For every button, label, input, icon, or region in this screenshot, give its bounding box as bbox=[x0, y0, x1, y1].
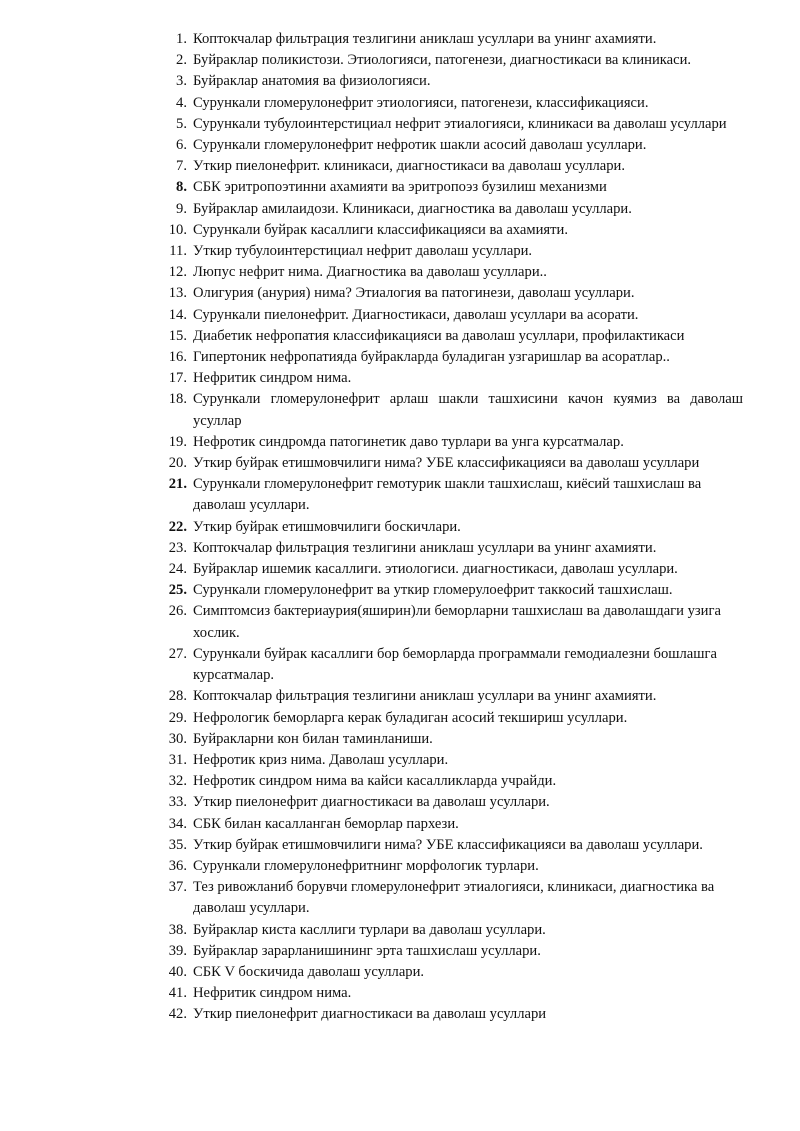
list-item bbox=[149, 347, 743, 368]
list-item bbox=[149, 686, 743, 707]
item-text: СБК билан касалланган беморлар пархези. bbox=[193, 815, 459, 832]
list-item bbox=[149, 729, 743, 750]
item-text: Коптокчалар фильтрация тезлигини аниклаш усуллари ва унинг ахамияти. bbox=[193, 31, 657, 47]
list-item bbox=[149, 114, 743, 135]
item-number: 33. bbox=[168, 794, 187, 811]
list-item bbox=[149, 305, 743, 326]
list-item bbox=[149, 601, 743, 643]
item-text: СБК эритропоэтинни ахамияти ва эритропоэз бузилиш механизми bbox=[193, 179, 607, 196]
list-item bbox=[149, 750, 743, 771]
item-number: 4. bbox=[176, 94, 187, 111]
item-text: Уткир буйрак етишмовчилиги нима? УБЕ классификацияси ва даволаш усуллари. bbox=[193, 836, 703, 853]
item-number: 17. bbox=[168, 370, 187, 387]
list-item bbox=[149, 283, 743, 304]
item-number: 5. bbox=[176, 115, 187, 132]
list-item bbox=[149, 50, 743, 71]
list-item bbox=[149, 262, 743, 283]
list-item bbox=[149, 580, 743, 601]
list-item bbox=[149, 920, 743, 941]
item-text: Гипертоник нефропатияда буйракларда буладиган узгаришлар ва асоратлар.. bbox=[193, 349, 670, 366]
item-text: Буйраклар поликистози. Этиологияси, патогенези, диагностикаси ва клиникаси. bbox=[193, 52, 692, 69]
list-item bbox=[149, 453, 743, 474]
item-text: Нефрологик беморларга керак буладиган асосий текшириш усуллари. bbox=[193, 709, 628, 726]
item-text: Сурункали пиелонефрит. Диагностикаси, даволаш усуллари ва асорати. bbox=[193, 306, 639, 323]
list-item bbox=[149, 538, 743, 559]
list-item bbox=[149, 368, 743, 389]
item-number: 16. bbox=[168, 349, 187, 366]
item-number: 27. bbox=[168, 645, 187, 662]
list-item bbox=[149, 1004, 743, 1025]
list-item bbox=[149, 241, 743, 262]
item-number: 36. bbox=[168, 857, 187, 874]
item-text: Уткир буйрак етишмовчилиги боскичлари. bbox=[193, 518, 461, 535]
list-item bbox=[149, 771, 743, 792]
list-item bbox=[149, 199, 743, 220]
item-number: 20. bbox=[168, 455, 187, 472]
question-list bbox=[149, 29, 743, 1026]
list-item bbox=[149, 220, 743, 241]
item-text: Олигурия (анурия) нима? Этиалогия ва патогинези, даволаш усуллари. bbox=[193, 285, 635, 302]
item-number: 8. bbox=[176, 179, 187, 196]
item-text: Буйраклар киста касллиги турлари ва даволаш усуллари. bbox=[193, 921, 546, 938]
item-number: 9. bbox=[176, 200, 187, 217]
list-item bbox=[149, 177, 743, 198]
item-number: 7. bbox=[176, 158, 187, 175]
item-number: 30. bbox=[168, 730, 187, 747]
item-number: 40. bbox=[168, 963, 187, 980]
list-item bbox=[149, 814, 743, 835]
item-number: 25. bbox=[168, 582, 187, 599]
list-item bbox=[149, 941, 743, 962]
item-text: Сурункали тубулоинтерстициал нефрит этиалогияси, клиникаси ва даволаш усуллари bbox=[193, 115, 727, 132]
item-text: Уткир буйрак етишмовчилиги нима? УБЕ классификацияси ва даволаш усуллари bbox=[193, 455, 700, 472]
list-item bbox=[149, 962, 743, 983]
list-item bbox=[149, 156, 743, 177]
item-text: Сурункали гломерулонефрит гемотурик шакли ташхислаш, киёсий ташхислаш ва даволаш усуллари. bbox=[193, 476, 702, 514]
item-number: 35. bbox=[168, 836, 187, 853]
item-number: 12. bbox=[168, 264, 187, 281]
item-text: Нефротик синдром нима ва кайси касалликларда учрайди. bbox=[193, 773, 557, 790]
list-item bbox=[149, 644, 743, 686]
item-number: 23. bbox=[168, 539, 187, 556]
item-text: Нефротик криз нима. Даволаш усуллари. bbox=[193, 751, 449, 768]
list-item bbox=[149, 389, 743, 431]
item-text: Нефритик синдром нима. bbox=[193, 370, 352, 387]
item-number: 14. bbox=[168, 306, 187, 323]
item-number: 1. bbox=[176, 31, 187, 47]
item-number: 26. bbox=[168, 603, 187, 620]
item-text: Коптокчалар фильтрация тезлигини аниклаш усуллари ва унинг ахамияти. bbox=[193, 688, 657, 705]
item-number: 3. bbox=[176, 73, 187, 90]
item-number: 29. bbox=[168, 709, 187, 726]
item-text: Сурункали гломерулонефрит этиологияси, патогенези, классификацияси. bbox=[193, 94, 649, 111]
item-number: 41. bbox=[168, 985, 187, 1002]
item-number: 19. bbox=[168, 433, 187, 450]
list-item bbox=[149, 432, 743, 453]
list-item bbox=[149, 135, 743, 156]
item-number: 11. bbox=[169, 243, 187, 260]
item-text: Коптокчалар фильтрация тезлигини аниклаш усуллари ва унинг ахамияти. bbox=[193, 539, 657, 556]
item-number: 2. bbox=[176, 52, 187, 69]
list-item bbox=[149, 559, 743, 580]
item-number: 32. bbox=[168, 773, 187, 790]
item-text: Буйракларни кон билан таминланиши. bbox=[193, 730, 433, 747]
item-text: Нефротик синдромда патогинетик даво турлари ва унга курсатмалар. bbox=[193, 433, 624, 450]
list-item bbox=[149, 856, 743, 877]
item-text: СБК V боскичида даволаш усуллари. bbox=[193, 963, 425, 980]
item-number: 22. bbox=[168, 518, 187, 535]
list-item bbox=[149, 326, 743, 347]
item-text: Уткир пиелонефрит диагностикаси ва даволаш усуллари bbox=[193, 1006, 547, 1023]
list-item bbox=[149, 835, 743, 856]
item-text: Симптомсиз бактериаурия(яширин)ли беморларни ташхислаш ва даволашдаги узига хослик. bbox=[193, 603, 721, 641]
item-text: Сурункали гломерулонефрит арлаш шакли ташхисини качон куямиз ва даволаш усуллар bbox=[193, 391, 743, 429]
item-number: 6. bbox=[176, 137, 187, 154]
item-text: Нефритик синдром нима. bbox=[193, 985, 352, 1002]
item-number: 28. bbox=[168, 688, 187, 705]
list-item bbox=[149, 792, 743, 813]
item-number: 42. bbox=[168, 1006, 187, 1023]
item-number: 39. bbox=[168, 942, 187, 959]
list-item bbox=[149, 474, 743, 516]
item-number: 13. bbox=[168, 285, 187, 302]
item-text: Сурункали буйрак касаллиги классификацияси ва ахамияти. bbox=[193, 221, 568, 238]
item-text: Буйраклар ишемик касаллиги. этиологиси. диагностикаси, даволаш усуллари. bbox=[193, 561, 678, 578]
item-text: Уткир тубулоинтерстициал нефрит даволаш усуллари. bbox=[193, 243, 533, 260]
item-text: Сурункали гломерулонефритнинг морфологик турлари. bbox=[193, 857, 539, 874]
item-number: 31. bbox=[168, 751, 187, 768]
list-item bbox=[149, 708, 743, 729]
list-item bbox=[149, 877, 743, 919]
item-text: Буйраклар амилаидози. Клиникаси, диагностика ва даволаш усуллари. bbox=[193, 200, 632, 217]
item-text: Уткир пиелонефрит. клиникаси, диагностикаси ва даволаш усуллари. bbox=[193, 158, 625, 175]
item-text: Буйраклар анатомия ва физиологияси. bbox=[193, 73, 431, 90]
item-text: Тез ривожланиб борувчи гломерулонефрит этиалогияси, клиникаси, диагностика ва даволаш усуллари. bbox=[193, 879, 715, 917]
item-text: Уткир пиелонефрит диагностикаси ва даволаш усуллари. bbox=[193, 794, 550, 811]
list-item bbox=[149, 29, 743, 50]
item-text: Сурункали гломерулонефрит ва уткир гломерулоефрит таккосий ташхислаш. bbox=[193, 582, 673, 599]
item-number: 10. bbox=[168, 221, 187, 238]
item-text: Люпус нефрит нима. Диагностика ва даволаш усуллари.. bbox=[193, 264, 547, 281]
item-text: Сурункали буйрак касаллиги бор беморларда программали гемодиалезни бошлашга курсатмалар. bbox=[193, 645, 717, 684]
item-number: 15. bbox=[168, 327, 187, 344]
item-number: 38. bbox=[168, 921, 187, 938]
list-item bbox=[149, 71, 743, 92]
list-item bbox=[149, 983, 743, 1004]
item-number: 37. bbox=[168, 879, 187, 896]
list-item bbox=[149, 517, 743, 538]
item-number: 34. bbox=[168, 815, 187, 832]
list-item bbox=[149, 93, 743, 114]
item-number: 18. bbox=[168, 391, 187, 408]
item-text: Буйраклар зарарланишининг эрта ташхислаш усуллари. bbox=[193, 942, 541, 959]
item-text: Сурункали гломерулонефрит нефротик шакли асосий даволаш усуллари. bbox=[193, 137, 647, 154]
item-number: 21. bbox=[168, 476, 187, 493]
item-text: Диабетик нефропатия классификацияси ва даволаш усуллари, профилактикаси bbox=[193, 327, 685, 344]
item-number: 24. bbox=[168, 561, 187, 578]
